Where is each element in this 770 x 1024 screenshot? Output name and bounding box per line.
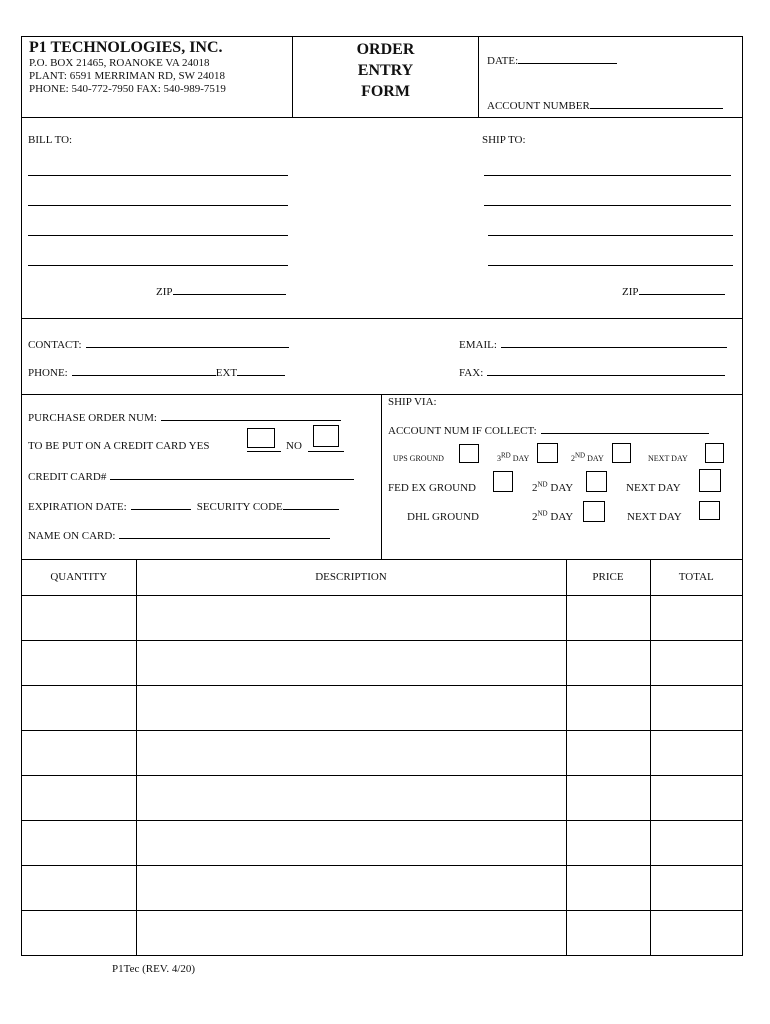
cell-description[interactable] <box>136 730 566 775</box>
dhl-2nd-day-checkbox[interactable] <box>583 501 605 522</box>
payment-shipping-section <box>21 395 743 560</box>
cell-description[interactable] <box>136 640 566 685</box>
cell-quantity[interactable] <box>22 730 136 775</box>
fedex-2nd-day-checkbox[interactable] <box>586 471 607 492</box>
dhl-2nd-day-label <box>532 511 573 523</box>
form-title-line-1: ORDER <box>356 41 415 58</box>
date-blank[interactable] <box>518 53 617 64</box>
cell-total[interactable] <box>650 730 742 775</box>
bill-to-line-3[interactable] <box>28 235 288 236</box>
email-label: EMAIL: <box>459 339 497 351</box>
ups-ground-label: UPS GROUND <box>393 454 444 463</box>
fedex-2nd-num: 2 <box>532 482 538 494</box>
account-collect-field[interactable] <box>388 423 709 437</box>
account-collect-label: ACCOUNT NUM IF COLLECT: <box>388 425 537 437</box>
fedex-2nd-day-text: DAY <box>550 482 574 494</box>
bill-to-line-2[interactable] <box>28 205 288 206</box>
company-phone-fax: PHONE: 540-772-7950 FAX: 540-989-7519 <box>29 83 226 95</box>
table-row <box>22 820 742 865</box>
contact-label: CONTACT: <box>28 339 82 351</box>
form-revision-footer: P1Tec (REV. 4/20) <box>112 963 196 975</box>
cell-total[interactable] <box>650 685 742 730</box>
cell-quantity[interactable] <box>22 775 136 820</box>
ship-zip-field[interactable] <box>622 284 725 298</box>
cell-total[interactable] <box>650 640 742 685</box>
form-title-line-3: FORM <box>361 83 410 100</box>
credit-card-number-field[interactable] <box>28 469 354 483</box>
fedex-2nd-day-label <box>532 482 573 494</box>
fedex-2nd-sup: ND <box>537 480 548 489</box>
ups-next-day-label: NEXT DAY <box>648 454 688 463</box>
account-number-field[interactable] <box>487 98 723 112</box>
cell-quantity[interactable] <box>22 595 136 640</box>
cell-description[interactable] <box>136 910 566 955</box>
ship-to-label: SHIP TO: <box>482 134 526 146</box>
cell-total[interactable] <box>650 865 742 910</box>
expiration-blank[interactable] <box>131 499 191 510</box>
column-header-description: DESCRIPTION <box>136 560 566 595</box>
bill-zip-blank[interactable] <box>173 284 286 295</box>
fedex-next-day-checkbox[interactable] <box>699 469 721 492</box>
form-title <box>293 37 479 117</box>
yes-label: YES <box>188 440 210 452</box>
yes-checkbox[interactable] <box>247 428 275 448</box>
email-field[interactable] <box>459 337 727 351</box>
email-blank[interactable] <box>501 337 727 348</box>
column-header-total: TOTAL <box>650 560 742 595</box>
cell-price[interactable] <box>566 775 650 820</box>
fax-label: FAX: <box>459 367 484 379</box>
phone-field[interactable] <box>28 365 285 379</box>
bill-to-line-4[interactable] <box>28 265 288 266</box>
name-on-card-label: NAME ON CARD: <box>28 530 116 542</box>
company-block <box>22 37 293 117</box>
bill-zip-label: ZIP <box>156 286 173 298</box>
ups-2nd-day-checkbox[interactable] <box>612 443 631 463</box>
company-plant: PLANT: 6591 MERRIMAN RD, SW 24018 <box>29 70 226 82</box>
address-section <box>21 118 743 319</box>
cell-total[interactable] <box>650 775 742 820</box>
fedex-next-day-label: NEXT DAY <box>626 482 681 494</box>
po-number-field[interactable] <box>28 410 341 424</box>
table-header-row <box>22 560 742 595</box>
ups-3rd-day-text: DAY <box>512 454 530 463</box>
table-row <box>22 640 742 685</box>
credit-card-number-blank[interactable] <box>110 469 354 480</box>
ship-to-line-3[interactable] <box>488 235 733 236</box>
order-entry-form <box>21 36 743 956</box>
table-row <box>22 910 742 955</box>
bill-to-label: BILL TO: <box>28 134 73 146</box>
phone-blank[interactable] <box>72 365 216 376</box>
cell-price[interactable] <box>566 595 650 640</box>
ups-ground-checkbox[interactable] <box>459 444 479 463</box>
dhl-2nd-sup: ND <box>537 509 548 518</box>
date-field[interactable] <box>487 53 617 67</box>
date-label: DATE: <box>487 55 519 67</box>
security-code-blank[interactable] <box>283 499 339 510</box>
cell-price[interactable] <box>566 865 650 910</box>
cell-price[interactable] <box>566 685 650 730</box>
yes-underline <box>247 451 281 452</box>
form-title-line-2: ENTRY <box>357 62 414 79</box>
po-number-blank[interactable] <box>161 410 341 421</box>
phone-label: PHONE: <box>28 367 68 379</box>
table-row <box>22 775 742 820</box>
dhl-2nd-day-text: DAY <box>550 511 574 523</box>
cell-total[interactable] <box>650 910 742 955</box>
ups-3rd-num: 3 <box>497 454 501 463</box>
cell-quantity[interactable] <box>22 685 136 730</box>
credit-card-prompt <box>28 440 209 452</box>
no-label: NO <box>286 440 302 452</box>
po-number-label: PURCHASE ORDER NUM: <box>28 412 157 424</box>
ups-3rd-day-label <box>497 451 530 463</box>
bill-to-line-1[interactable] <box>28 175 288 176</box>
dhl-next-day-label: NEXT DAY <box>627 511 682 523</box>
cell-quantity[interactable] <box>22 820 136 865</box>
ups-3rd-day-checkbox[interactable] <box>537 443 558 463</box>
cell-total[interactable] <box>650 595 742 640</box>
ship-to-line-1[interactable] <box>484 175 731 176</box>
ship-zip-label: ZIP <box>622 286 639 298</box>
cell-price[interactable] <box>566 730 650 775</box>
form-header <box>21 36 743 118</box>
name-on-card-field[interactable] <box>28 528 330 542</box>
fedex-ground-label: FED EX GROUND <box>388 482 476 494</box>
ship-zip-blank[interactable] <box>639 284 725 295</box>
account-number-blank[interactable] <box>590 98 723 109</box>
dhl-2nd-num: 2 <box>532 511 538 523</box>
dhl-ground-label: DHL GROUND <box>407 511 480 523</box>
cell-description[interactable] <box>136 775 566 820</box>
column-header-quantity: QUANTITY <box>22 560 136 595</box>
no-checkbox[interactable] <box>313 425 339 447</box>
table-body <box>22 595 742 955</box>
fax-field[interactable] <box>459 365 725 379</box>
ext-blank[interactable] <box>237 365 285 376</box>
account-collect-blank[interactable] <box>541 423 709 434</box>
expiration-label: EXPIRATION DATE: <box>28 501 127 513</box>
payment-shipping-divider <box>381 395 382 559</box>
cell-description[interactable] <box>136 865 566 910</box>
cell-quantity[interactable] <box>22 910 136 955</box>
ups-2nd-day-text: DAY <box>587 454 604 463</box>
ups-2nd-sup: ND <box>575 451 586 460</box>
fedex-ground-checkbox[interactable] <box>493 471 513 492</box>
cell-price[interactable] <box>566 910 650 955</box>
ups-2nd-num: 2 <box>571 454 575 463</box>
company-po-box: P.O. BOX 21465, ROANOKE VA 24018 <box>29 57 210 69</box>
table-row <box>22 685 742 730</box>
column-header-price: PRICE <box>566 560 650 595</box>
cell-price[interactable] <box>566 820 650 865</box>
cell-total[interactable] <box>650 820 742 865</box>
credit-card-number-label: CREDIT CARD# <box>28 471 107 483</box>
contact-field[interactable] <box>28 337 289 351</box>
cell-quantity[interactable] <box>22 865 136 910</box>
ups-next-day-checkbox[interactable] <box>705 443 724 463</box>
cell-price[interactable] <box>566 640 650 685</box>
account-number-label: ACCOUNT NUMBER <box>487 100 590 112</box>
credit-card-prompt-label: TO BE PUT ON A CREDIT CARD <box>28 440 187 452</box>
cell-description[interactable] <box>136 685 566 730</box>
ship-to-line-2[interactable] <box>484 205 731 206</box>
table-row <box>22 595 742 640</box>
cell-description[interactable] <box>136 820 566 865</box>
contact-section <box>21 319 743 395</box>
cell-description[interactable] <box>136 595 566 640</box>
ups-2nd-day-label <box>571 451 604 463</box>
contact-blank[interactable] <box>86 337 289 348</box>
ship-to-line-4[interactable] <box>488 265 733 266</box>
ship-via-label: SHIP VIA: <box>388 396 437 408</box>
company-name: P1 TECHNOLOGIES, INC. <box>29 39 223 56</box>
name-on-card-blank[interactable] <box>119 528 330 539</box>
bill-zip-field[interactable] <box>156 284 286 298</box>
date-account-block <box>479 37 742 117</box>
cell-quantity[interactable] <box>22 640 136 685</box>
fax-blank[interactable] <box>487 365 725 376</box>
ups-3rd-sup: RD <box>501 451 511 460</box>
table-row <box>22 865 742 910</box>
no-underline <box>308 451 344 452</box>
dhl-next-day-checkbox[interactable] <box>699 501 720 520</box>
expiration-field[interactable] <box>28 499 339 513</box>
ext-label: EXT <box>215 367 238 379</box>
line-items-table <box>21 560 743 956</box>
security-code-label: SECURITY CODE <box>196 501 283 513</box>
table-row <box>22 730 742 775</box>
